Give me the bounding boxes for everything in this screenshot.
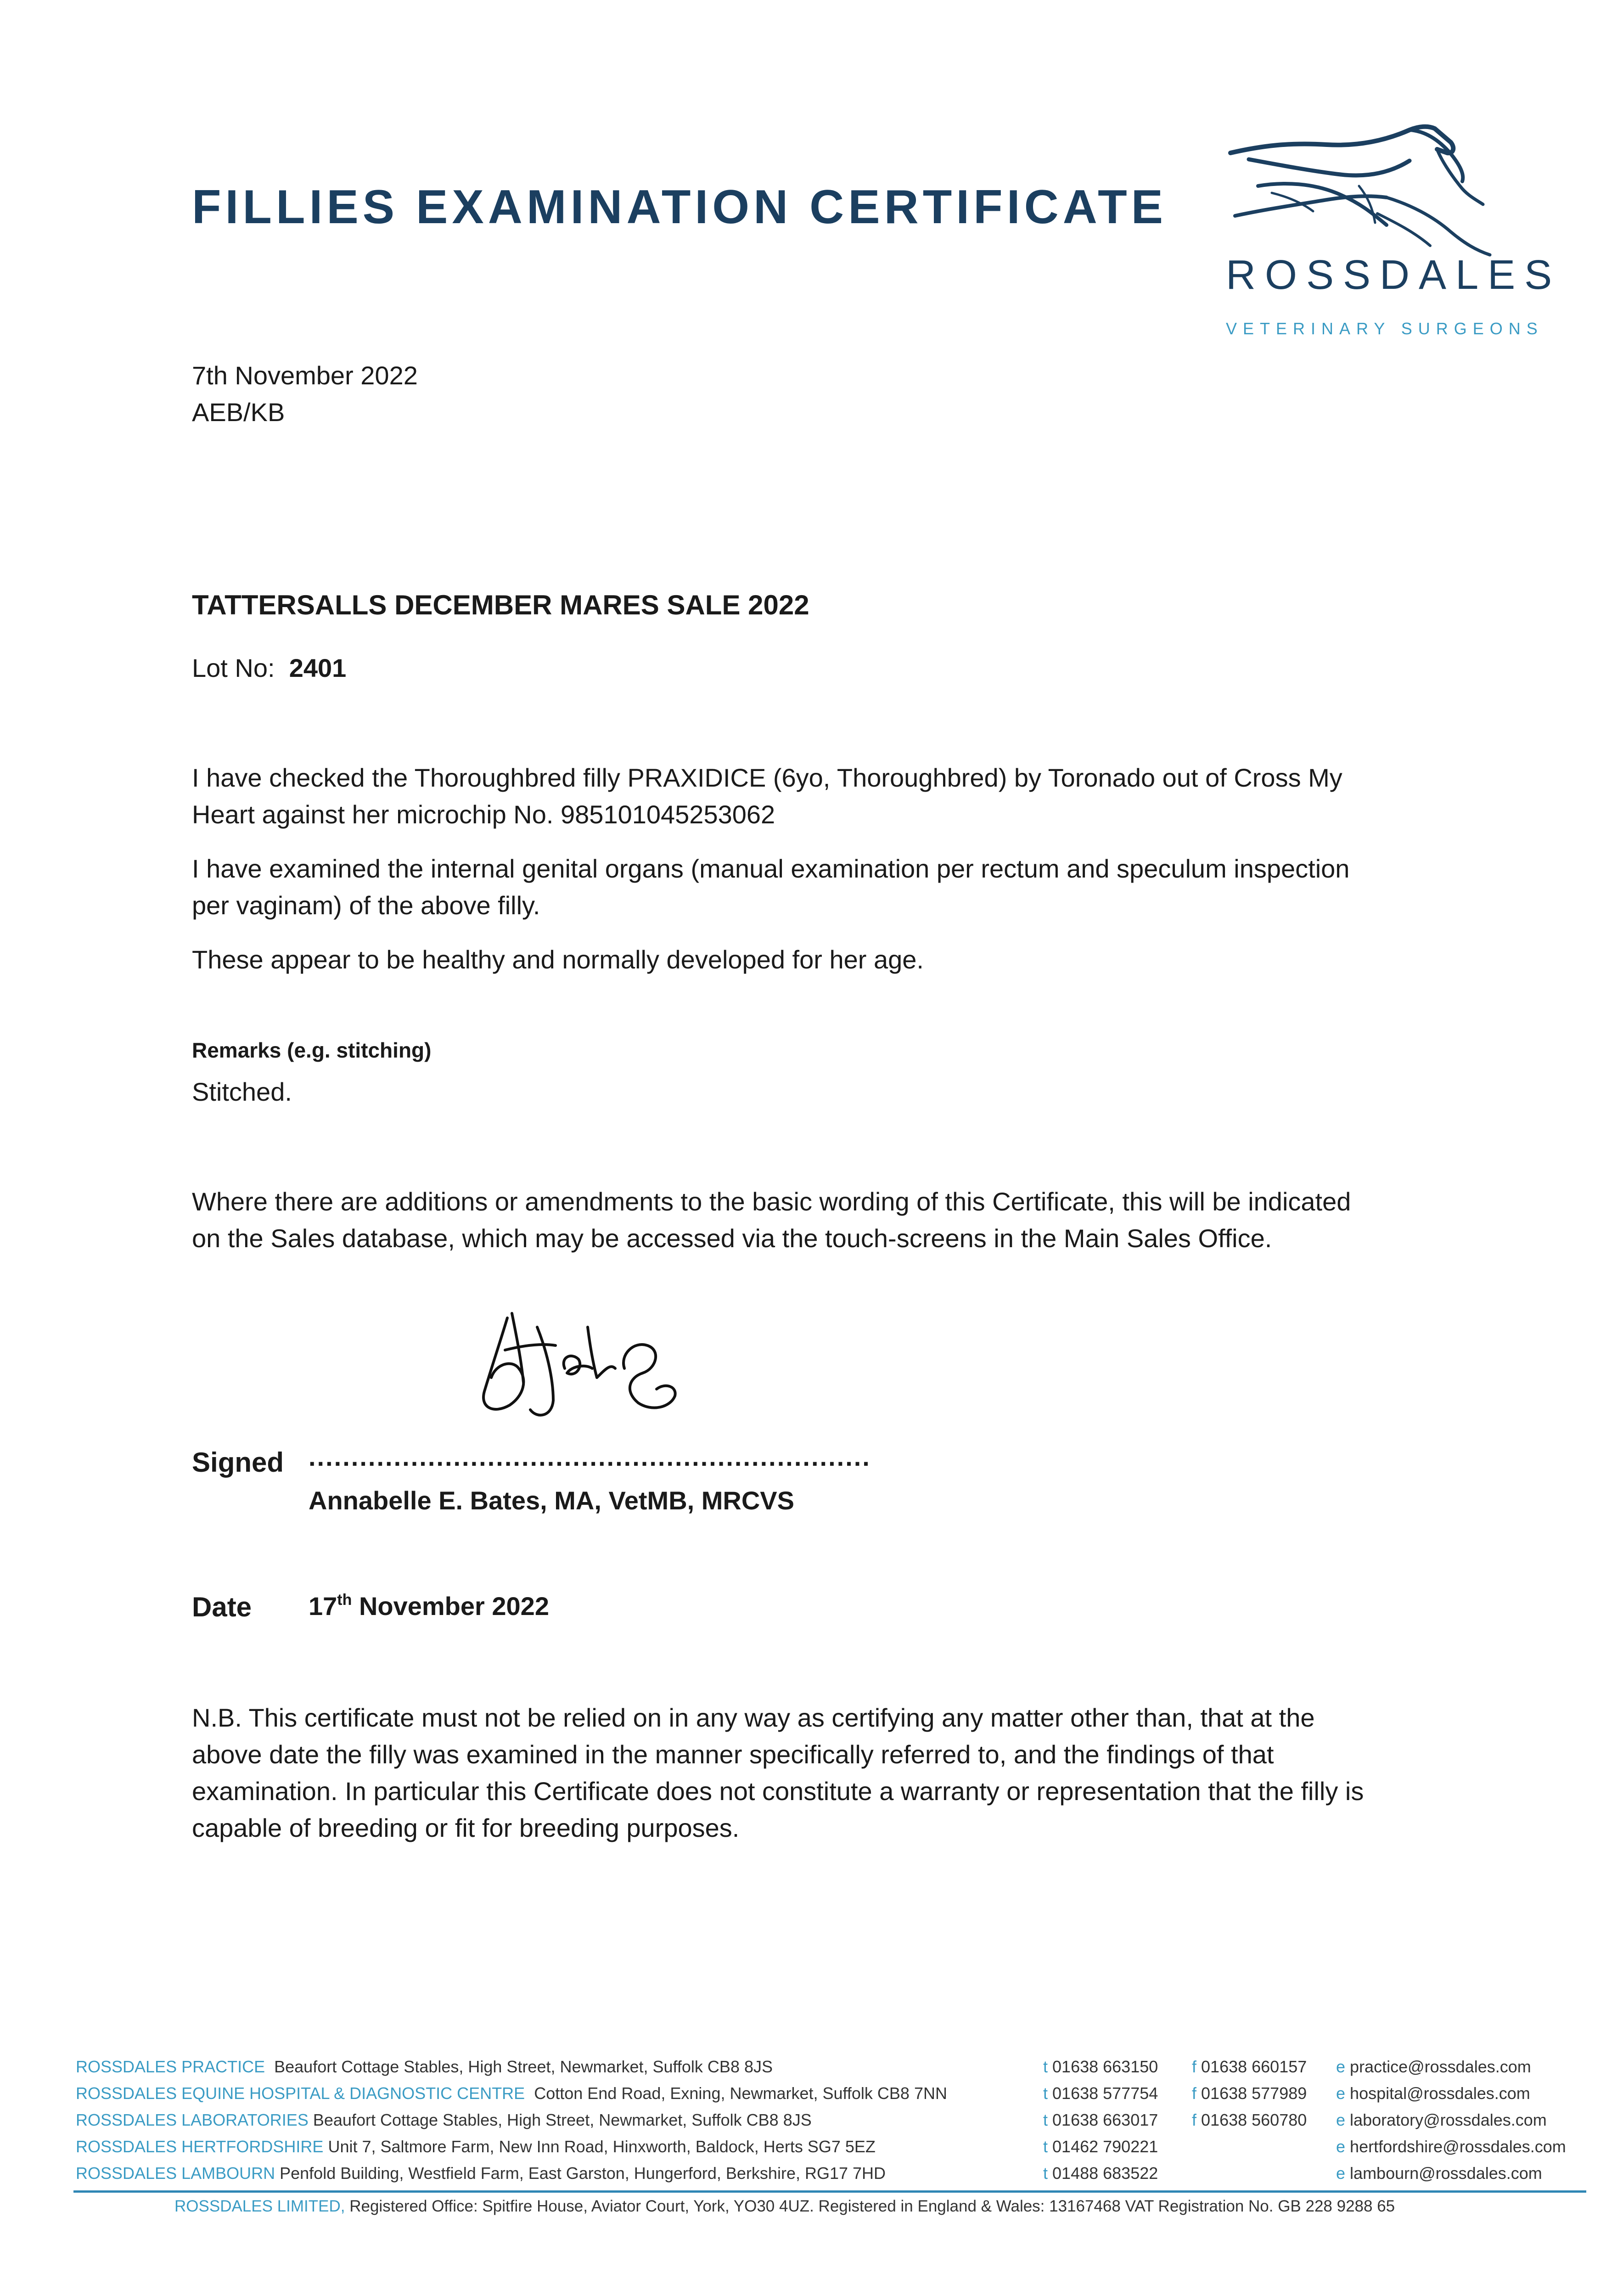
office-name: ROSSDALES PRACTICE: [76, 2057, 265, 2076]
footer-divider: [73, 2190, 1586, 2193]
nb-line: above date the filly was examined in the manner specifically referred to, and the findings of that: [192, 1740, 1274, 1769]
lot-number: 2401: [289, 653, 347, 682]
office-address: Penfold Building, Westfield Farm, East Garston, Hungerford, Berkshire, RG17 7HD: [280, 2164, 886, 2183]
footer-office-row: [76, 2137, 876, 2156]
office-email[interactable]: e hertfordshire@rossdales.com: [1336, 2137, 1566, 2156]
office-email[interactable]: e hospital@rossdales.com: [1336, 2084, 1530, 2103]
office-address: Unit 7, Saltmore Farm, New Inn Road, Hinxworth, Baldock, Herts SG7 5EZ: [328, 2137, 876, 2156]
office-address: Beaufort Cottage Stables, High Street, Newmarket, Suffolk CB8 8JS: [274, 2057, 773, 2076]
signature-line: ..................................................................: [309, 1442, 871, 1471]
date-suffix: th: [337, 1591, 352, 1609]
lot-label: Lot No:: [192, 653, 275, 682]
letter-reference: AEB/KB: [192, 398, 285, 427]
letter-date: 7th November 2022: [192, 361, 418, 390]
office-phone: t 01638 663150: [1043, 2057, 1158, 2076]
office-phone: t 01462 790221: [1043, 2137, 1158, 2156]
registered-details: Registered Office: Spitfire House, Aviator Court, York, YO30 4UZ. Registered in England & Wales: 13167468 VAT Registration No. GB 228 9288 65: [345, 2197, 1395, 2215]
office-email[interactable]: e laboratory@rossdales.com: [1336, 2110, 1547, 2129]
office-phone: t 01638 577754: [1043, 2084, 1158, 2103]
remarks-value: Stitched.: [192, 1077, 292, 1106]
certificate-title: FILLIES EXAMINATION CERTIFICATE: [192, 180, 1167, 234]
amendments-line: on the Sales database, which may be accessed via the touch-screens in the Main Sales Office.: [192, 1224, 1272, 1253]
footer-office-row: [76, 2110, 812, 2130]
examination-date: [309, 1591, 549, 1621]
lot-line: [192, 650, 346, 687]
signed-label: Signed: [192, 1447, 284, 1478]
nb-line: N.B. This certificate must not be relied on in any way as certifying any matter other than, that at the: [192, 1703, 1315, 1732]
horse-logo-icon: [1221, 117, 1561, 347]
registered-office: [174, 2197, 1395, 2216]
registered-company: ROSSDALES LIMITED,: [174, 2197, 345, 2215]
office-name: ROSSDALES HERTFORDSHIRE: [76, 2137, 324, 2156]
amendments-line: Where there are additions or amendments to the basic wording of this Certificate, this will be indicated: [192, 1187, 1351, 1216]
remarks-label: Remarks (e.g. stitching): [192, 1038, 432, 1062]
nb-line: capable of breeding or fit for breeding purposes.: [192, 1813, 740, 1842]
logo-wordmark: ROSSDALES: [1226, 252, 1561, 298]
office-name: ROSSDALES EQUINE HOSPITAL & DIAGNOSTIC CENTRE: [76, 2084, 525, 2103]
office-address: Cotton End Road, Exning, Newmarket, Suffolk CB8 7NN: [534, 2084, 947, 2103]
nb-line: examination. In particular this Certificate does not constitute a warranty or representation that the filly is: [192, 1777, 1364, 1806]
paragraph-line: These appear to be healthy and normally developed for her age.: [192, 945, 924, 974]
footer-office-row: [76, 2057, 773, 2077]
office-phone: t 01638 663017: [1043, 2110, 1158, 2129]
office-email[interactable]: e practice@rossdales.com: [1336, 2057, 1531, 2076]
date-day: 17: [309, 1592, 337, 1621]
office-fax: f 01638 560780: [1192, 2110, 1307, 2129]
footer-office-row: [76, 2164, 886, 2183]
paragraph-line: I have examined the internal genital organs (manual examination per rectum and speculum inspection: [192, 854, 1350, 883]
paragraph-line: per vaginam) of the above filly.: [192, 891, 540, 920]
office-email[interactable]: e lambourn@rossdales.com: [1336, 2164, 1542, 2183]
paragraph-line: Heart against her microchip No. 985101045253062: [192, 800, 775, 829]
office-name: ROSSDALES LAMBOURN: [76, 2164, 275, 2183]
office-fax: f 01638 577989: [1192, 2084, 1307, 2103]
date-label: Date: [192, 1592, 252, 1622]
paragraph-line: I have checked the Thoroughbred filly PRAXIDICE (6yo, Thoroughbred) by Toronado out of Cross My: [192, 763, 1342, 792]
date-rest: November 2022: [352, 1592, 549, 1621]
office-name: ROSSDALES LABORATORIES: [76, 2110, 309, 2129]
signatory-name: Annabelle E. Bates, MA, VetMB, MRCVS: [309, 1486, 794, 1515]
office-phone: t 01488 683522: [1043, 2164, 1158, 2183]
sale-heading: TATTERSALLS DECEMBER MARES SALE 2022: [192, 590, 809, 620]
office-fax: f 01638 660157: [1192, 2057, 1307, 2076]
logo-tagline: VETERINARY SURGEONS: [1226, 319, 1544, 338]
handwritten-signature: [473, 1300, 680, 1428]
footer-office-row: [76, 2084, 947, 2103]
office-address: Beaufort Cottage Stables, High Street, Newmarket, Suffolk CB8 8JS: [313, 2110, 812, 2129]
